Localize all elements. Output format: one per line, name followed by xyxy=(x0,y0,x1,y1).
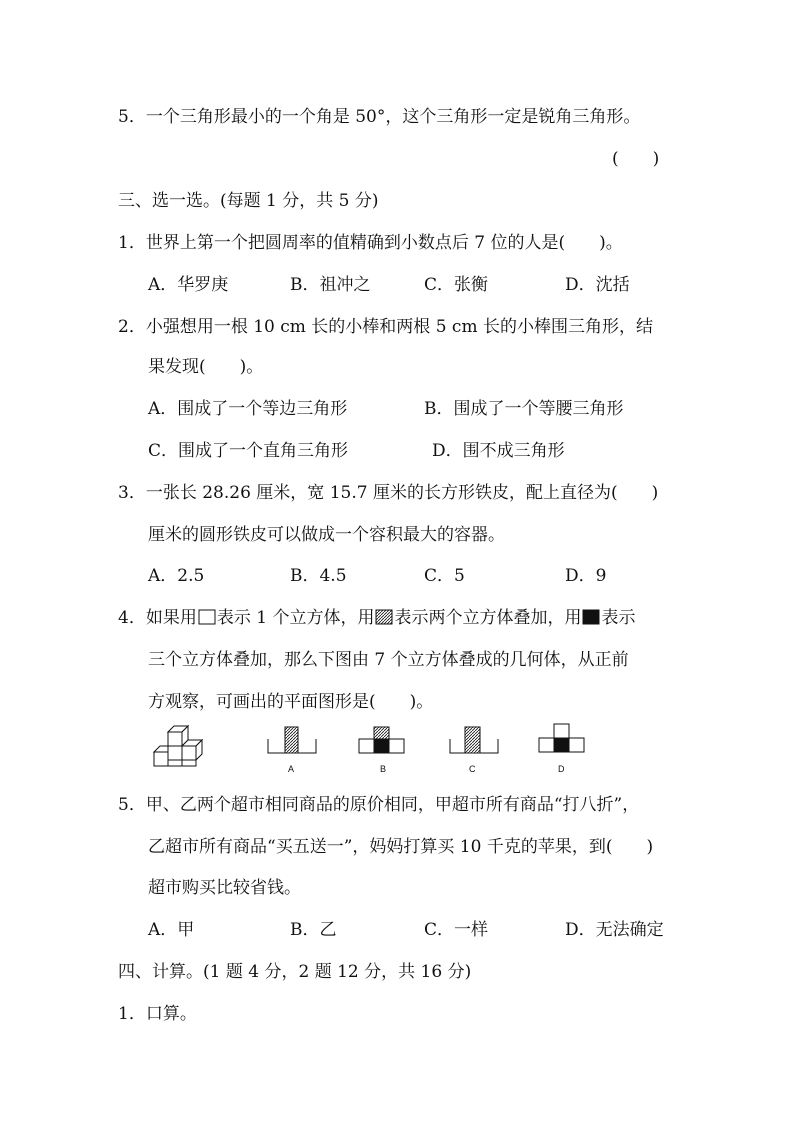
q4-text-c: 表示两个立方体叠加，用 xyxy=(394,608,582,628)
question-5-line-2: 乙超市所有商品“买五送一”，妈妈打算买 10 千克的苹果，到( ) xyxy=(148,837,654,857)
q2-option-b[interactable]: B．围成了一个等腰三角形 xyxy=(424,399,624,419)
q3-option-d[interactable]: D．9 xyxy=(565,566,607,586)
q4-text-d: 表示 xyxy=(601,608,636,628)
figure-label-c: C xyxy=(469,764,476,774)
q4-text-b: 表示 1 个立方体，用 xyxy=(216,608,375,628)
q1-option-c[interactable]: C．张衡 xyxy=(424,275,489,295)
question-3-line-1: 3．一张长 28.26 厘米，宽 15.7 厘米的长方形铁皮，配上直径为( ) xyxy=(118,483,659,503)
q3-option-b[interactable]: B．4.5 xyxy=(290,566,347,586)
question-4-line-1 xyxy=(118,608,635,628)
cube-stack-figure xyxy=(146,722,216,772)
q5-option-d[interactable]: D．无法确定 xyxy=(565,920,664,940)
question-4-line-3: 方观察，可画出的平面图形是( )。 xyxy=(148,692,434,712)
question-2-line-2: 果发现( )。 xyxy=(148,357,264,377)
figure-label-d: D xyxy=(558,764,565,774)
question-4-line-2: 三个立方体叠加，那么下图由 7 个立方体叠成的几何体，从正前 xyxy=(148,650,629,670)
answer-parentheses[interactable]: ( ) xyxy=(612,149,660,169)
subsection-mental-math: 1．口算。 xyxy=(118,1004,197,1024)
q3-option-c[interactable]: C．5 xyxy=(424,566,465,586)
black-square-icon xyxy=(582,609,600,625)
q2-option-c[interactable]: C．围成了一个直角三角形 xyxy=(148,441,349,461)
option-d-figure[interactable] xyxy=(537,722,589,759)
q1-option-a[interactable]: A．华罗庚 xyxy=(148,275,229,295)
question-1-stem: 1．世界上第一个把圆周率的值精确到小数点后 7 位的人是( )。 xyxy=(118,233,623,253)
q1-option-b[interactable]: B．祖冲之 xyxy=(290,275,371,295)
true-false-item-5: 5．一个三角形最小的一个角是 50°，这个三角形一定是锐角三角形。 xyxy=(118,107,641,127)
question-5-line-1: 5．甲、乙两个超市相同商品的原价相同，甲超市所有商品“打八折”， xyxy=(118,795,640,815)
q4-text-a: 4．如果用 xyxy=(118,608,197,628)
q3-option-a[interactable]: A．2.5 xyxy=(148,566,205,586)
section-heading-calculate: 四、计算。(1 题 4 分，2 题 12 分，共 16 分) xyxy=(118,962,472,982)
question-5-line-3: 超市购买比较省钱。 xyxy=(148,878,301,898)
q1-option-d[interactable]: D．沈括 xyxy=(565,275,630,295)
question-3-line-2: 厘米的圆形铁皮可以做成一个容积最大的容器。 xyxy=(148,525,505,545)
option-b-figure[interactable] xyxy=(357,725,409,759)
q2-option-d[interactable]: D．围不成三角形 xyxy=(432,441,565,461)
question-2-line-1: 2．小强想用一根 10 cm 长的小棒和两根 5 cm 长的小棒围三角形，结 xyxy=(118,317,653,337)
hatched-square-icon xyxy=(375,609,393,625)
figure-label-b: B xyxy=(380,764,387,774)
q5-option-c[interactable]: C．一样 xyxy=(424,920,489,940)
option-c-figure[interactable] xyxy=(448,725,500,759)
option-a-figure[interactable] xyxy=(266,725,318,759)
q2-option-a[interactable]: A．围成了一个等边三角形 xyxy=(148,399,348,419)
q5-option-a[interactable]: A．甲 xyxy=(148,920,195,940)
section-heading-choose: 三、选一选。(每题 1 分，共 5 分) xyxy=(118,191,379,211)
figure-label-a: A xyxy=(288,764,295,774)
q5-option-b[interactable]: B．乙 xyxy=(290,920,337,940)
empty-square-icon xyxy=(198,609,216,625)
